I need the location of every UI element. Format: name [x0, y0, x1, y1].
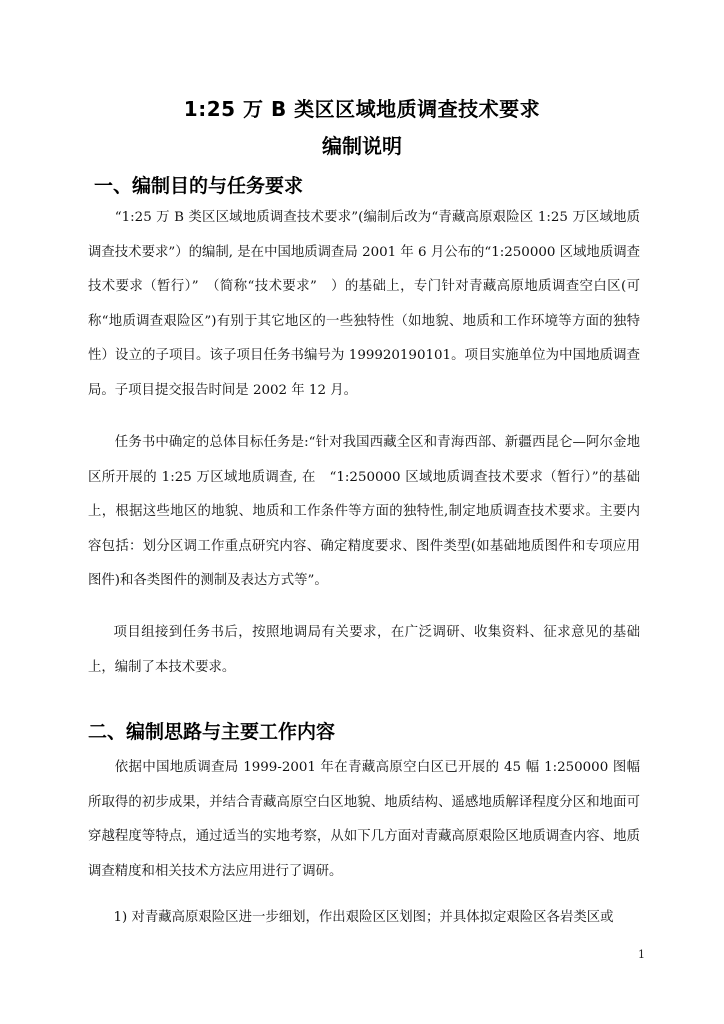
section-1-paragraph-1: “1:25 万 B 类区区域地质调查技术要求”(编制后改为“青藏高原艰险区 1:25 万区域地质调查技术要求”）的编制, 是在中国地质调查局 2001 年 6 月公布的“1:250000 区域地质调查技术要求（暂行）” （简称“技术要求” ）的基础上，专门针对青藏高原地质调查空白区(可称“地质调查艰险区”)有别于其它地区的一些独特性（如地貌、地质和工作环境等方面的独特性）设立的子项目。该子项目任务书编号为 199920190101。项目实施单位为中国地质调查局。子项目提交报告时间是 2002 年 12 月。 [88, 210, 640, 398]
section-heading-1: 一、编制目的与任务要求 [94, 175, 304, 197]
page-number: 1 [638, 948, 645, 961]
section-2-paragraph-1: 依据中国地质调查局 1999-2001 年在青藏高原空白区已开展的 45 幅 1:250000 图幅所取得的初步成果，并结合青藏高原空白区地貌、地质结构、遥感地质解译程度分区和地面可穿越程度等特点，通过适当的实地考察，从如下几方面对青藏高原艰险区地质调查内容、地质调查精度和相关技术方法应用进行了调研。 [88, 760, 640, 879]
document-subtitle: 编制说明 [322, 134, 402, 158]
document-title: 1:25 万 B 类区区域地质调查技术要求 [183, 97, 541, 121]
section-2-list-item-1: 1) 对青藏高原艰险区进一步细划，作出艰险区区划图；并具体拟定艰险区各岩类区或 [113, 910, 614, 925]
section-1-paragraph-3: 项目组接到任务书后，按照地调局有关要求，在广泛调研、收集资料、征求意见的基础上，编制了本技术要求。 [88, 625, 640, 675]
section-heading-2: 二、编制思路与主要工作内容 [88, 721, 336, 743]
section-1-paragraph-2: 任务书中确定的总体目标任务是:“针对我国西藏全区和青海西部、新疆西昆仑—阿尔金地区所开展的 1:25 万区域地质调查, 在 “1:250000 区域地质调查技术要求（暂行）”的基础上，根据这些地区的地貌、地质和工作条件等方面的独特性,制定地质调查技术要求。主要内容包括：划分区调工作重点研究内容、确定精度要求、图件类型(如基础地质图件和专项应用图件)和各类图件的测制及表达方式等”。 [88, 435, 640, 589]
